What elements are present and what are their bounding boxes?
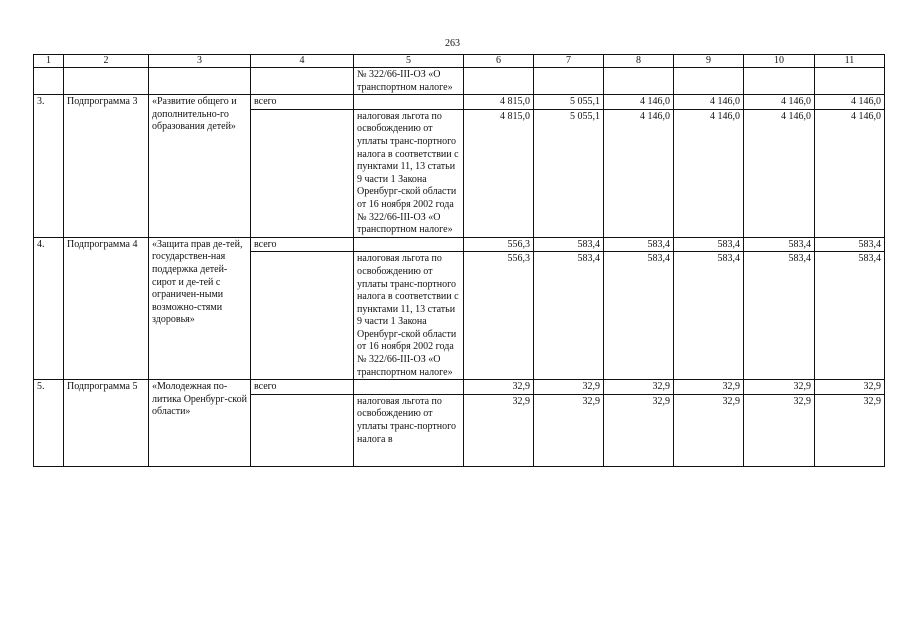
subprogram-title: «Развитие общего и дополнительно-го образования детей» [149, 95, 251, 238]
value-cell: 4 146,0 [815, 109, 885, 237]
value-cell: 32,9 [674, 394, 744, 466]
value-cell: 556,3 [464, 237, 534, 252]
value-cell: 4 146,0 [744, 109, 815, 237]
value-cell: 4 146,0 [604, 95, 674, 110]
value-cell: 4 815,0 [464, 109, 534, 237]
funding-type: всего [251, 237, 354, 252]
value-cell: 583,4 [815, 252, 885, 380]
column-number: 11 [815, 55, 885, 68]
value-cell: 583,4 [674, 252, 744, 380]
value-cell: 32,9 [815, 380, 885, 395]
value-cell: 32,9 [534, 394, 604, 466]
description-cell: налоговая льгота по освобождению от уплаты транс-портного налога в [354, 394, 464, 466]
value-cell: 32,9 [744, 380, 815, 395]
row-number: 4. [34, 237, 64, 380]
continuation-row [34, 68, 885, 95]
description-cell: налоговая льгота по освобождению от уплаты транс-портного налога в соответствии с пунктами 11, 13 статьи 9 части 1 Закона Оренбург-ской области от 16 ноября 2002 года № 322/66-III-ОЗ «О транспортном налоге» [354, 252, 464, 380]
value-cell: 4 146,0 [815, 95, 885, 110]
value-cell: 32,9 [464, 394, 534, 466]
value-cell: 583,4 [815, 237, 885, 252]
value-cell: 583,4 [534, 252, 604, 380]
subprogram-cell: Подпрограмма 5 [64, 380, 149, 467]
value-cell: 32,9 [534, 380, 604, 395]
row-number: 3. [34, 95, 64, 238]
column-number: 7 [534, 55, 604, 68]
description-cell: налоговая льгота по освобождению от уплаты транс-портного налога в соответствии с пунктами 11, 13 статьи 9 части 1 Закона Оренбург-ской области от 16 ноября 2002 года № 322/66-III-ОЗ «О транспортном налоге» [354, 109, 464, 237]
value-cell: 4 815,0 [464, 95, 534, 110]
column-number: 1 [34, 55, 64, 68]
page-number: 263 [445, 38, 460, 49]
column-number: 5 [354, 55, 464, 68]
subprogram-cell: Подпрограмма 3 [64, 95, 149, 238]
value-cell: 4 146,0 [674, 109, 744, 237]
column-number-row [34, 55, 885, 68]
column-number: 3 [149, 55, 251, 68]
column-number: 2 [64, 55, 149, 68]
value-cell: 32,9 [815, 394, 885, 466]
value-cell: 583,4 [744, 237, 815, 252]
subprogram-cell: Подпрограмма 4 [64, 237, 149, 380]
value-cell: 32,9 [744, 394, 815, 466]
value-cell: 4 146,0 [744, 95, 815, 110]
column-number: 8 [604, 55, 674, 68]
value-cell: 583,4 [744, 252, 815, 380]
table-row [34, 95, 885, 110]
value-cell: 4 146,0 [604, 109, 674, 237]
value-cell: 583,4 [674, 237, 744, 252]
funding-type: всего [251, 95, 354, 110]
subprogram-title: «Молодежная по-литика Оренбург-ской области» [149, 380, 251, 467]
value-cell: 32,9 [674, 380, 744, 395]
column-number: 4 [251, 55, 354, 68]
value-cell: 4 146,0 [674, 95, 744, 110]
value-cell: 5 055,1 [534, 95, 604, 110]
value-cell: 583,4 [604, 252, 674, 380]
program-table [33, 54, 885, 467]
value-cell: 32,9 [464, 380, 534, 395]
subprogram-title: «Защита прав де-тей, государствен-ная поддержка детей-сирот и де-тей с ограничен-ными возможно-стями здоровья» [149, 237, 251, 380]
value-cell: 556,3 [464, 252, 534, 380]
column-number: 10 [744, 55, 815, 68]
row-number: 5. [34, 380, 64, 467]
value-cell: 583,4 [534, 237, 604, 252]
column-number: 9 [674, 55, 744, 68]
funding-type: всего [251, 380, 354, 395]
table-row [34, 237, 885, 252]
value-cell: 5 055,1 [534, 109, 604, 237]
description-cell: № 322/66-III-ОЗ «О транспортном налоге» [354, 68, 464, 95]
value-cell: 583,4 [604, 237, 674, 252]
value-cell: 32,9 [604, 380, 674, 395]
table-row [34, 380, 885, 395]
value-cell: 32,9 [604, 394, 674, 466]
column-number: 6 [464, 55, 534, 68]
